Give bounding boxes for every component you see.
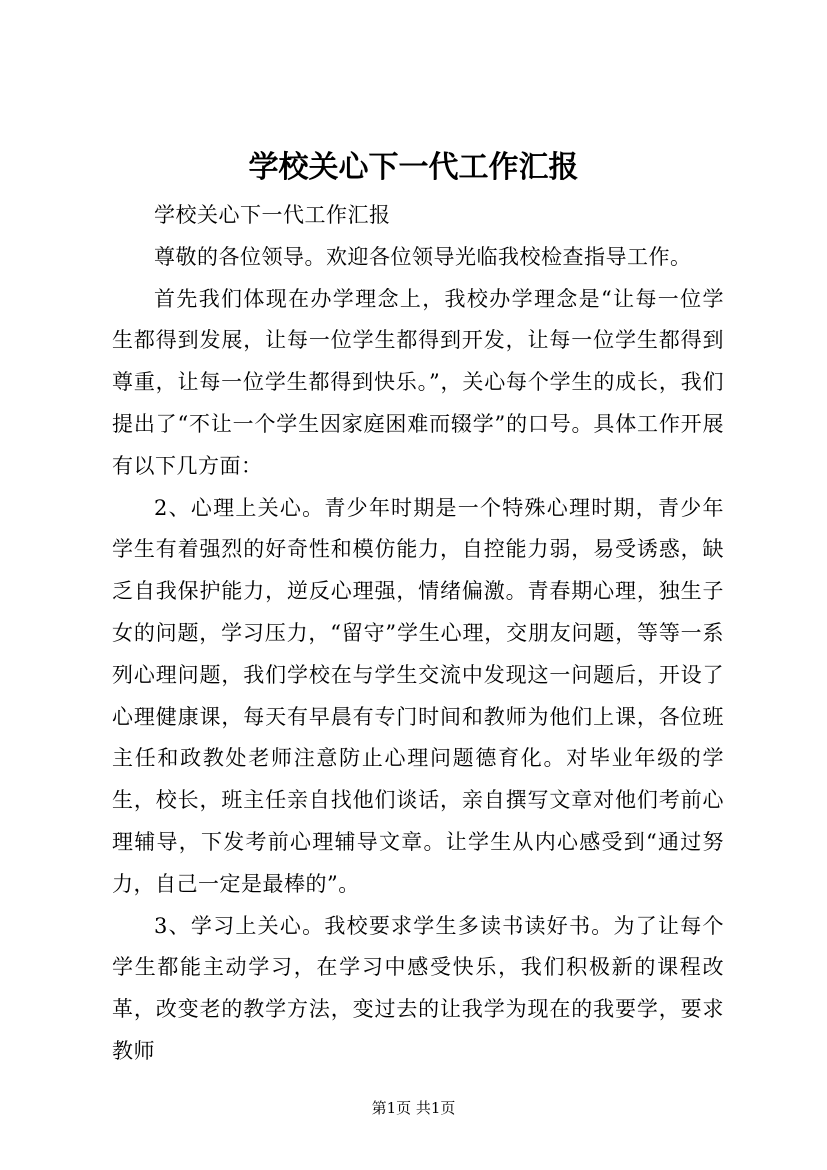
paragraph-psychological-care: 2、心理上关心。青少年时期是一个特殊心理时期，青少年学生有着强烈的好奇性和模仿能力，自控能力弱，易受诱惑，缺乏自我保护能力，逆反心理强，情绪偏激。青春期心理，独生子女的问题，学习压力，“留守”学生心理，交朋友问题，等等一系列心理问题，我们学校在与学生交流中发现这一问题后，开设了心理健康课，每天有早晨有专门时间和教师为他们上课，各位班主任和政教处老师注意防止心理问题德育化。对毕业年级的学生，校长，班主任亲自找他们谈话，亲自撰写文章对他们考前心理辅导，下发考前心理辅导文章。让学生从内心感受到“通过努力，自己一定是最棒的”。 (112, 495, 724, 896)
document-body (112, 195, 724, 1073)
page-footer: 第1页 共1页 (371, 1099, 456, 1117)
paragraph-greeting: 尊敬的各位领导。欢迎各位领导光临我校检查指导工作。 (154, 244, 692, 269)
paragraph-study-care: 3、学习上关心。我校要求学生多读书读好书。为了让每个学生都能主动学习，在学习中感受快乐，我们积极新的课程改革，改变老的教学方法，变过去的让我学为现在的我要学，要求教师 (112, 913, 724, 1063)
paragraph-subtitle: 学校关心下一代工作汇报 (154, 203, 391, 227)
document-title: 学校关心下一代工作汇报 (248, 150, 579, 185)
paragraph-philosophy: 首先我们体现在办学理念上，我校办学理念是“让每一位学生都得到发展，让每一位学生都得到开发，让每一位学生都得到尊重，让每一位学生都得到快乐。”，关心每个学生的成长，我们提出了“不让一个学生因家庭困难而辍学”的口号。具体工作开展有以下几方面： (112, 286, 724, 478)
